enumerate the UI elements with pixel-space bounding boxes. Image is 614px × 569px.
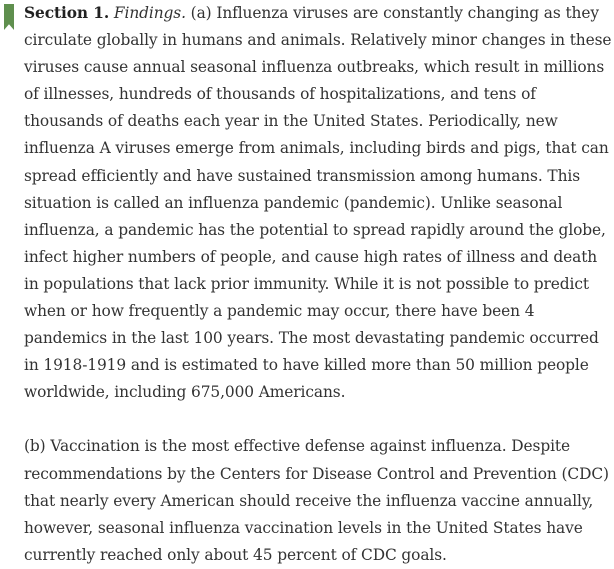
paragraph-b (24, 433, 612, 568)
findings-heading: Findings. (113, 4, 186, 22)
paragraph-b-text: (b) Vaccination is the most effective defense against influenza. Despite recommendations by the Centers for Disease Control and Prevention (CDC) that nearly every American should receive the influenza vaccine annually, however, seasonal influenza vaccination levels in the United States have currently reached only about 45 percent of CDC goals. (24, 437, 609, 564)
paragraph-a-text: (a) Influenza viruses are constantly changing as they circulate globally in humans and animals. Relatively minor changes in these viruses cause annual seasonal influenza outbreaks, which result in millions of illnesses, hundreds of thousands of hospitalizations, and tens of thousands of deaths each year in the United States. Periodically, new influenza A viruses emerge from animals, including birds and pigs, that can spread efficiently and have sustained transmission among humans. This situation is called an influenza pandemic (pandemic). Unlike seasonal influenza, a pandemic has the potential to spread rapidly around the globe, infect higher numbers of people, and cause high rates of illness and death in populations that lack prior immunity. While it is not possible to predict when or how frequently a pandemic may occur, there have been 4 pandemics in the last 100 years. The most devastating pandemic occurred in 1918-1919 and is estimated to have killed more than 50 million people worldwide, including 675,000 Americans. (24, 4, 612, 402)
paragraph-a (24, 0, 612, 406)
bookmark-icon[interactable] (4, 4, 14, 30)
document-body (24, 0, 612, 569)
section-label: Section 1. (24, 4, 110, 22)
